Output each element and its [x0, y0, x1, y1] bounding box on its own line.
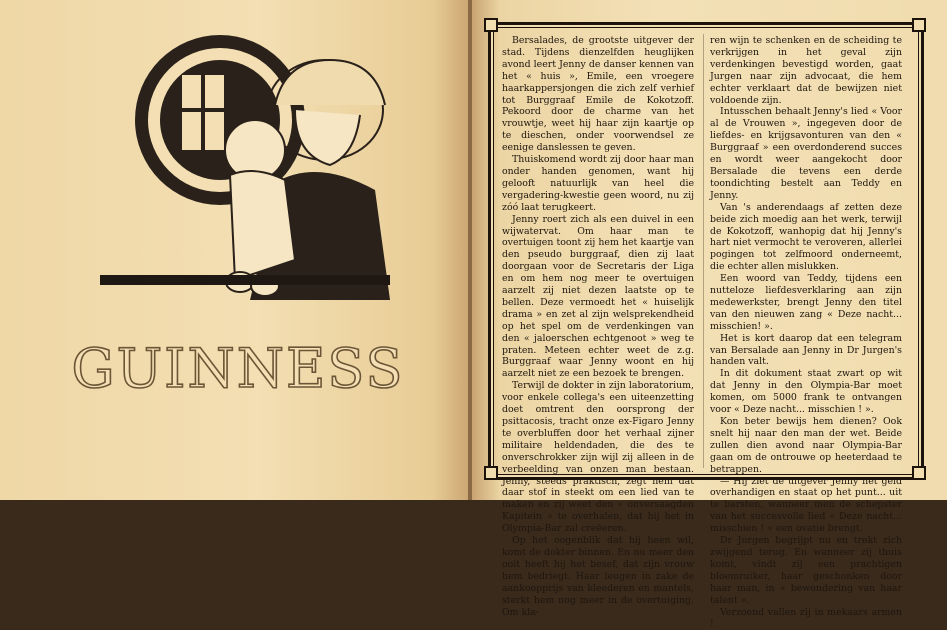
- left-page: [0, 0, 470, 500]
- frame-corner: [912, 466, 926, 480]
- paragraph: Intusschen behaalt Jenny's lied « Voor al de Vrouwen », ingegeven door de liefdes- en krijgsavonturen van den « Burggraaf » een overdonderend succes en wordt weer aangekocht door Bersalade die tevens een derde toondichting bestelt aan Teddy en Jenny.: [710, 106, 902, 201]
- paragraph: Thuiskomend wordt zij door haar man onder handen genomen, want hij gelooft natuurlijk van heel die vergadering-kwestie geen woord, nu zij zóó laat terugkeert.: [502, 154, 694, 214]
- frame-corner: [912, 18, 926, 32]
- paragraph: Bersalades, de grootste uitgever der stad. Tijdens dienzelfden heuglijken avond leert Jenny de danser kennen van het « huis », Emile, een vroegere haarkappersjongen die zich zelf verhief tot Burggraaf Emile de Kokotzoff. Pekoord door de charme van het vrouwtje, weet hij haar zijn kaartje op te dieschen, onder voorwendsel ze eenige danslessen te geven.: [502, 35, 694, 154]
- column-divider: [703, 34, 704, 468]
- paragraph: In dit dokument staat zwart op wit dat Jenny in den Olympia-Bar moet komen, om 5000 frank te ontvangen voor « Deze nacht... misschien ! ».: [710, 368, 902, 416]
- paragraph: Het is kort daarop dat een telegram van Bersalade aan Jenny in Dr Jurgen's handen valt.: [710, 333, 902, 369]
- paragraph: Dr Jurgen begrijpt nu en trekt zich zwijgend terug. En wanneer zij thuis komt, vindt zij een prachtigen bloemruiker, haar geschonken door haar man, in « bewondering van haar talent ».: [710, 535, 902, 606]
- paragraph: Terwijl de dokter in zijn laboratorium, voor enkele collega's een uiteenzetting doet omtrent den oorsprong der psittacosis, tracht onze ex-Figaro Jenny te overbluffen door het verhaal zijner militaire heldendaden, die des te onverschrokker zijn wijl zij alleen in de verbeelding van onzen man bestaan. Jenny, steeds praktisch, zegt hem dat daar stof in steekt om een lied van te maken en zij weet den « onversaagden Kapitein » te overhalen, dat hij het in Olympia-Bar zal creëeren.: [502, 380, 694, 535]
- story-column-left: [502, 35, 694, 465]
- paragraph: — Hij ziet de uitgever Jenny het geld overhandigen en staat op het punt... uit te barsten, wanneer men de schepster van het succesvolle lied « Deze nacht... misschien ! » een ovatie brengt.: [710, 476, 902, 536]
- paragraph: ren wijn te schenken en de scheiding te verkrijgen in het geval zijn verdenkingen bevestigd worden, gaat Jurgen naar zijn advocaat, die hem echter verklaart dat de bewijzen niet voldoende zijn.: [710, 35, 902, 106]
- guinness-logo: [88, 315, 388, 410]
- paragraph: Van 's anderendaags af zetten deze beide zich moedig aan het werk, terwijl de Kokotzoff, wanhopig dat hij Jenny's hart niet vermocht te veroveren, allerlei pogingen tot zelfmoord onderneemt, die echter allen mislukken.: [710, 202, 902, 273]
- frame-corner: [484, 18, 498, 32]
- frame-corner: [484, 466, 498, 480]
- guinness-logo-text: GUINNESS: [72, 337, 405, 400]
- paragraph: Een woord van Teddy, tijdens een nutteloze liefdesverklaring aan zijn medewerkster, brengt Jenny den titel van den nieuwen zang « Deze nacht... misschien! ».: [710, 273, 902, 333]
- mother-baby-illustration: [80, 20, 400, 320]
- paragraph: Jenny roert zich als een duivel in een wijwatervat. Om haar man te overtuigen toont zij hem het kaartje van den pseudo burggraaf, dien zij laat doorgaan voor de Secretaris der Liga en om hem nog meer te overtuigen aarzelt zij niet dezen laatste op te bellen. Deze vermoedt het « huiselijk drama » en zet al zijn welsprekendheid op het spel om de verdenkingen van den « jaloerschen echtgenoot » weg te praten. Meteen echter weet de z.g. Burggraaf waar Jenny woont en hij aarzelt niet ze een bezoek te brengen.: [502, 214, 694, 381]
- story-column-right: [710, 35, 902, 465]
- paragraph: Kon beter bewijs hem dienen? Ook snelt hij naar den man der wet. Beide zullen dien avond naar Olympia-Bar gaan om de ontrouwe op heeterdaad te betrappen.: [710, 416, 902, 476]
- paragraph: Verzoend vallen zij in mekaars armen !: [710, 607, 902, 630]
- paragraph: Op het oogenblik dat hij heen wil, komt de dokter binnen. En nu meer den ooit heeft hij het besef, dat zijn vrouw hem bedriegt. Haar leugen in zake de aankoopprijs van kleederen en mantels, sterkt hem nog meer in de overtuiging. Om kla-: [502, 535, 694, 618]
